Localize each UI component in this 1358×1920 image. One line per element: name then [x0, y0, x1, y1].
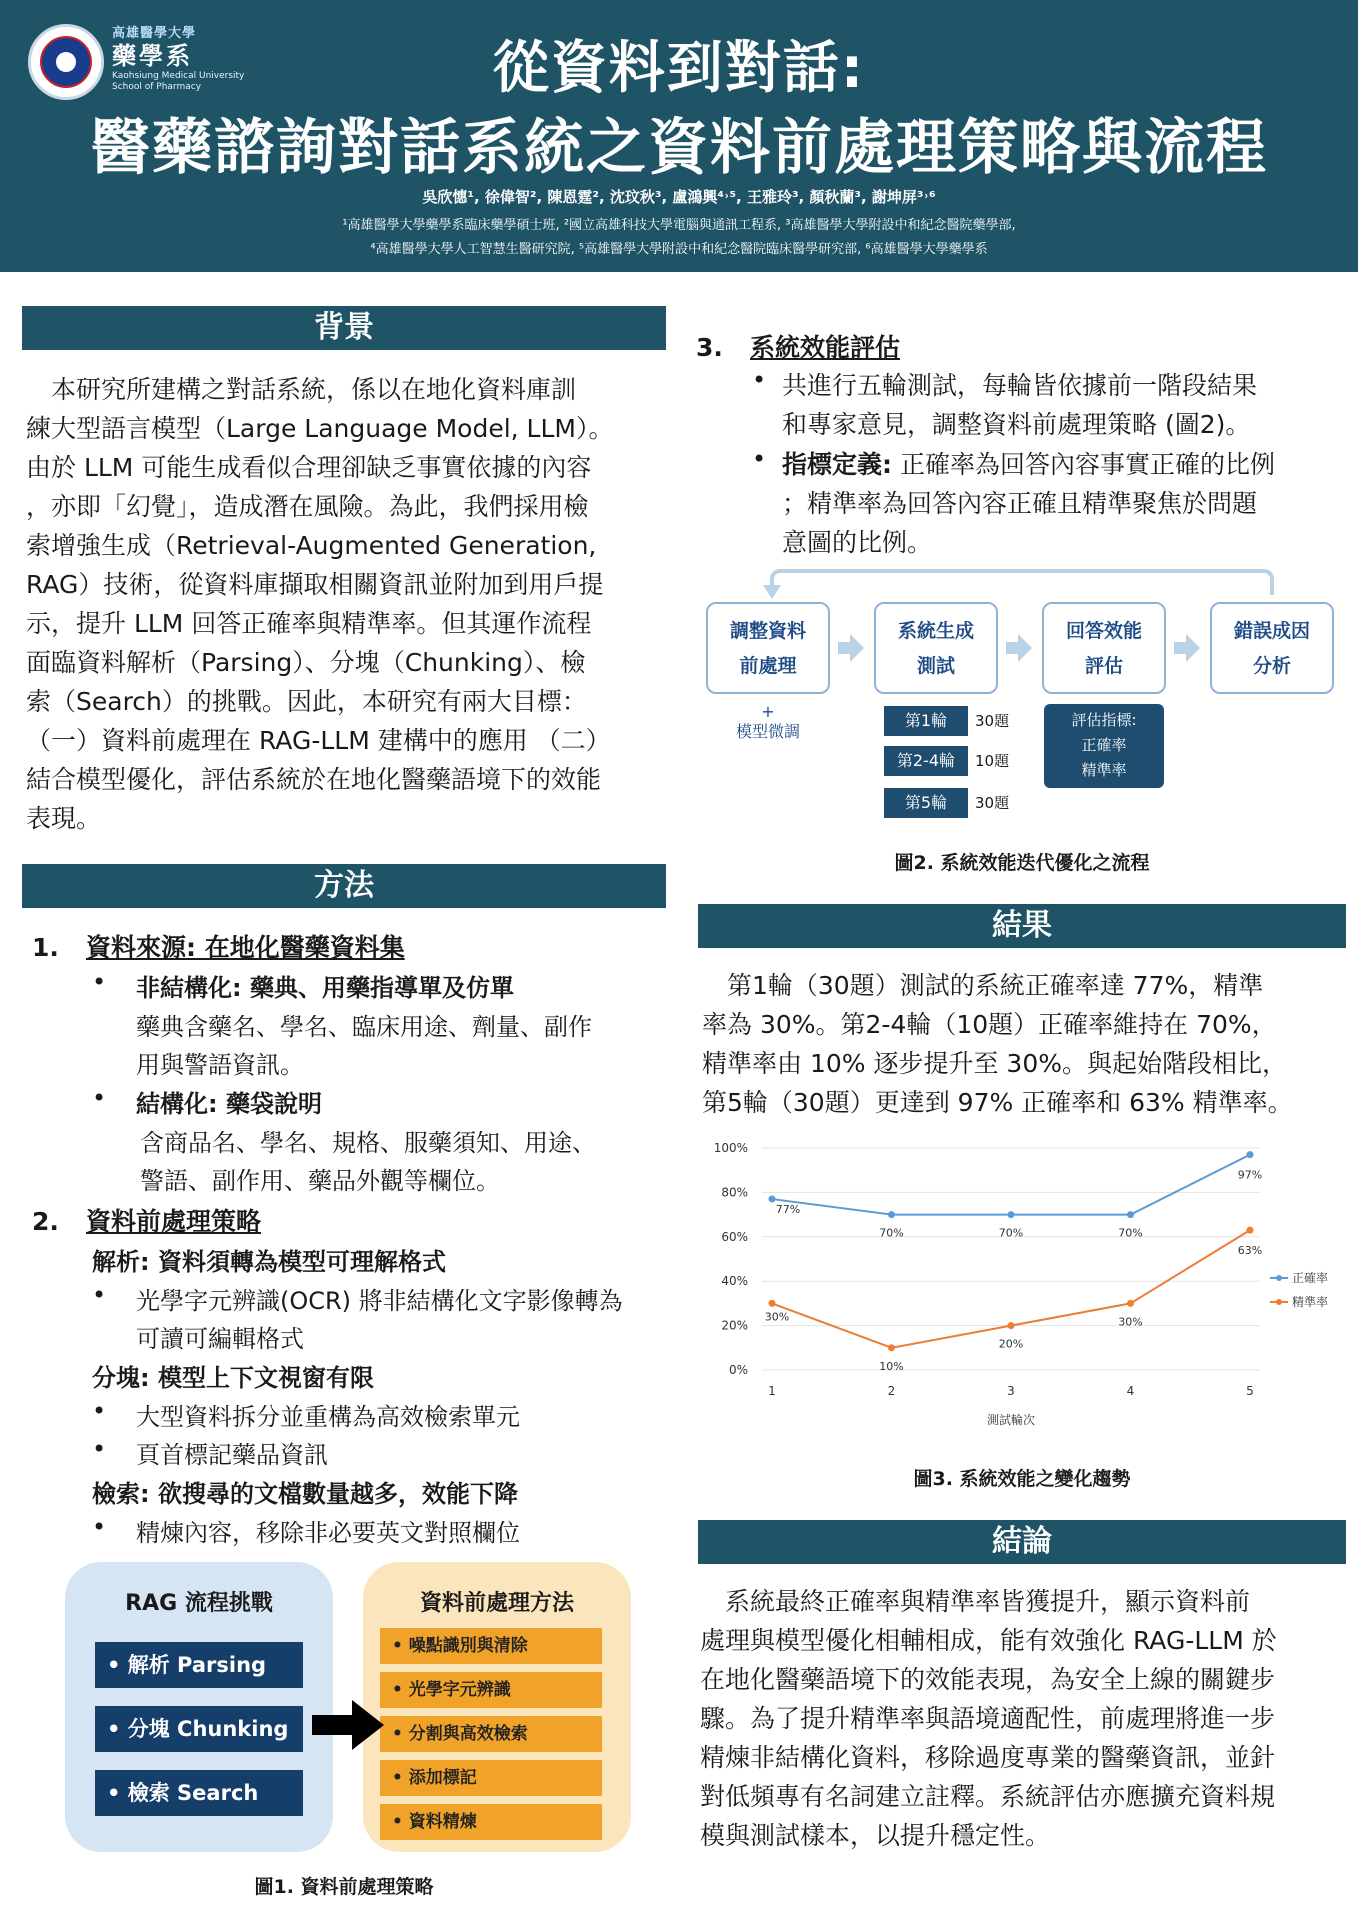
- methods-heading: 方法: [22, 864, 666, 908]
- data-point: [1008, 1211, 1015, 1218]
- step-error-analysis: [1210, 602, 1334, 694]
- metrics-box: [1044, 704, 1164, 788]
- bullet-dot: •: [92, 1513, 107, 1541]
- results-line: 精準率由 10% 逐步提升至 30%。與起始階段相比，: [702, 1049, 1287, 1078]
- legend-label: 正確率: [1292, 1271, 1329, 1285]
- structured-text-2: 警語、副作用、藥品外觀等欄位。: [140, 1167, 500, 1195]
- y-tick-label: 40%: [721, 1274, 748, 1289]
- data-point: [1127, 1211, 1134, 1218]
- round-badge: 第1輪: [884, 706, 968, 736]
- affiliations-line2: ⁴高雄醫學大學人工智慧生醫研究院, ⁵高雄醫學大學附設中和紀念醫院臨床醫學研究部, ⁶高雄醫學大學藥學系: [370, 242, 988, 257]
- background-line: （一）資料前處理在 RAG-LLM 建構中的應用 （二）: [26, 726, 611, 755]
- logo-department-name: 藥學系: [112, 42, 193, 70]
- data-label: 63%: [1237, 1244, 1263, 1258]
- data-label: 30%: [764, 1310, 790, 1324]
- method-item-1-heading: [32, 928, 405, 964]
- method-chunk-retrieval-label: 分割與高效檢索: [408, 1724, 528, 1744]
- feedback-loop-arrow-icon: [763, 585, 781, 599]
- logo-english-1: Kaohsiung Medical University: [112, 71, 245, 81]
- evaluation-bullet-2-cont: ；精準率為回答內容正確且精準聚焦於問題: [782, 489, 1258, 518]
- background-line: 面臨資料解析（Parsing）、分塊（Chunking）、檢: [26, 648, 586, 677]
- logo-english-2: School of Pharmacy: [112, 82, 202, 92]
- conclusion-line: 對低頻專有名詞建立註釋。系統評估亦應擴充資料規: [700, 1782, 1276, 1811]
- data-label: 10%: [879, 1359, 904, 1373]
- parsing-title: 解析: 資料須轉為模型可理解格式: [92, 1248, 446, 1276]
- parsing-bullet-1: 光學字元辨識(OCR) 將非結構化文字影像轉為: [136, 1287, 623, 1315]
- y-tick-label: 80%: [721, 1185, 748, 1200]
- right-arrow-icon: [312, 1700, 384, 1750]
- method-noise-removal: • 噪點識別與清除: [380, 1628, 602, 1664]
- method-item-1-title: 資料來源: 在地化醫藥資料集: [86, 933, 405, 962]
- evaluation-heading: [696, 328, 900, 364]
- bullet-dot: •: [92, 1435, 107, 1463]
- background-line: 索增強生成（Retrieval-Augmented Generation,: [26, 531, 597, 560]
- figure3-caption: 圖3. 系統效能之變化趨勢: [913, 1468, 1131, 1490]
- challenge-chunking: • 分塊 Chunking: [95, 1706, 303, 1752]
- evaluation-title: 系統效能評估: [750, 333, 901, 362]
- metric-accuracy: 正確率: [1081, 736, 1127, 754]
- evaluation-bullet-2-cont2: 意圖的比例。: [782, 528, 933, 557]
- chunking-title: 分塊: 模型上下文視窗有限: [92, 1364, 374, 1392]
- background-line: 索（Search）的挑戰。因此，本研究有兩大目標：: [26, 687, 587, 716]
- step-adjust-preprocessing: [706, 602, 830, 694]
- results-line: 第1輪（30題）測試的系統正確率達 77%，精準: [702, 971, 1264, 1000]
- results-line: 率為 30%。第2-4輪（10題）正確率維持在 70%，: [702, 1010, 1277, 1039]
- challenge-parsing-label: 解析 Parsing: [127, 1653, 267, 1677]
- bullet-dot: •: [92, 968, 107, 996]
- data-point: [1008, 1322, 1015, 1329]
- bullet-dot: •: [752, 445, 767, 473]
- round-badge: 第2-4輪: [884, 746, 968, 776]
- parsing-bullet-1-cont: 可讀可編輯格式: [136, 1325, 304, 1353]
- structured-title: 結構化: 藥袋說明: [136, 1090, 322, 1118]
- method-refinement: • 資料精煉: [380, 1804, 602, 1840]
- metric-definition-text: 正確率為回答內容事實正確的比例: [892, 450, 1275, 479]
- flow-arrow-icon: [1174, 634, 1200, 662]
- data-point: [888, 1211, 895, 1218]
- metric-definition-label: 指標定義:: [782, 450, 892, 479]
- method-item-2-number: 2.: [32, 1207, 59, 1236]
- method-item-2-title: 資料前處理策略: [86, 1207, 262, 1236]
- method-item-1-number: 1.: [32, 933, 59, 962]
- step-system-test: [874, 602, 998, 694]
- rag-challenges-title: RAG 流程挑戰: [125, 1591, 273, 1616]
- conclusion-heading: 結論: [698, 1520, 1346, 1564]
- method-tagging: • 添加標記: [380, 1760, 602, 1796]
- metric-precision: 精準率: [1081, 761, 1127, 779]
- data-point: [769, 1196, 776, 1203]
- step-label-line1: 系統生成: [897, 620, 974, 642]
- background-line: 練大型語言模型（Large Language Model, LLM）。: [26, 414, 614, 443]
- data-point: [1247, 1227, 1254, 1234]
- x-tick-label: 2: [887, 1384, 896, 1398]
- evaluation-number: 3.: [696, 333, 723, 362]
- background-line: 結合模型優化，評估系統於在地化醫藥語境下的效能: [26, 765, 602, 794]
- step-label-line2: 前處理: [739, 655, 797, 677]
- metrics-title: 評估指標:: [1071, 711, 1137, 729]
- legend-marker: [1276, 1275, 1282, 1281]
- feedback-loop-line: [770, 569, 1274, 595]
- step-label-line1: 回答效能: [1065, 620, 1142, 642]
- x-tick-label: 5: [1246, 1384, 1254, 1398]
- series-line-precision: [772, 1230, 1250, 1348]
- data-label: 30%: [1118, 1315, 1143, 1329]
- method-noise-removal-label: 噪點識別與清除: [408, 1636, 528, 1656]
- background-line: 表現。: [26, 804, 102, 833]
- unstructured-text-1: 藥典含藥名、學名、臨床用途、劑量、副作: [136, 1013, 592, 1041]
- data-label: 97%: [1237, 1168, 1263, 1182]
- unstructured-title: 非結構化: 藥典、用藥指導單及仿單: [136, 974, 514, 1002]
- background-line: RAG）技術，從資料庫擷取相關資訊並附加到用戶提: [26, 570, 604, 599]
- affiliations-line1: ¹高雄醫學大學藥學系臨床藥學碩士班, ²國立高雄科技大學電腦與通訊工程系, ³高雄醫學大學附設中和紀念醫院藥學部,: [342, 218, 1016, 233]
- evaluation-bullet-2: [782, 445, 1275, 481]
- step-label-line2: 分析: [1252, 655, 1291, 677]
- preprocessing-methods-title: 資料前處理方法: [419, 1591, 574, 1616]
- x-tick-label: 4: [1126, 1384, 1135, 1398]
- chunking-bullet-2: 頁首標記藥品資訊: [136, 1441, 328, 1469]
- conclusion-line: 系統最終正確率與精準率皆獲提升，顯示資料前: [700, 1587, 1251, 1616]
- author-list: 吳欣憓¹, 徐偉智², 陳恩霆², 沈玟秋³, 盧鴻興⁴˒⁵, 王雅玲³, 顏秋蘭³, 謝坤屏³˒⁶: [422, 188, 936, 206]
- round-count: 10題: [975, 752, 1010, 770]
- y-tick-label: 20%: [721, 1318, 748, 1333]
- background-line: ，亦即「幻覺」，造成潛在風險。為此，我們採用檢: [26, 492, 589, 521]
- method-chunk-retrieval: • 分割與高效檢索: [380, 1716, 602, 1752]
- search-title: 檢索: 欲搜尋的文檔數量越多，效能下降: [92, 1480, 518, 1508]
- step-label-line2: 評估: [1084, 655, 1123, 677]
- data-label: 77%: [775, 1203, 801, 1217]
- bullet-dot: •: [92, 1281, 107, 1309]
- results-paragraph: [702, 966, 1346, 1122]
- data-label: 70%: [998, 1226, 1024, 1240]
- bullet-dot: •: [92, 1084, 107, 1112]
- data-label: 20%: [998, 1337, 1024, 1351]
- figure2-caption: 圖2. 系統效能迭代優化之流程: [894, 852, 1150, 874]
- flow-arrow-icon: [1006, 634, 1032, 662]
- x-tick-label: 3: [1007, 1384, 1015, 1398]
- series-line-accuracy: [772, 1155, 1250, 1215]
- data-point: [1247, 1151, 1254, 1158]
- conclusion-line: 在地化醫藥語境下的效能表現，為安全上線的關鍵步: [700, 1665, 1276, 1694]
- model-finetune-label: 模型微調: [735, 722, 800, 741]
- logo-university-name: 高雄醫學大學: [112, 26, 197, 41]
- conclusion-line: 精煉非結構化資料，移除過度專業的醫藥資訊，並針: [700, 1743, 1276, 1772]
- background-paragraph: [26, 370, 666, 838]
- x-tick-label: 1: [768, 1384, 776, 1398]
- chunking-bullet-1: 大型資料拆分並重構為高效檢索單元: [136, 1403, 520, 1431]
- model-finetune-note: [716, 702, 820, 742]
- method-ocr-label: 光學字元辨識: [408, 1680, 511, 1700]
- step-label-line1: 錯誤成因: [1233, 620, 1310, 642]
- evaluation-bullet-1: 共進行五輪測試，每輪皆依據前一階段結果: [782, 371, 1258, 400]
- step-performance-eval: [1042, 602, 1166, 694]
- background-line: 本研究所建構之對話系統，係以在地化資料庫訓: [26, 375, 577, 404]
- method-ocr: • 光學字元辨識: [380, 1672, 602, 1708]
- bullet-dot: •: [752, 366, 767, 394]
- structured-text-1: 含商品名、學名、規格、服藥須知、用途、: [140, 1129, 596, 1157]
- bullet-dot: •: [92, 1397, 107, 1425]
- method-refinement-label: 資料精煉: [408, 1812, 477, 1832]
- data-point: [1127, 1300, 1134, 1307]
- conclusion-paragraph: [700, 1582, 1346, 1855]
- background-heading: 背景: [22, 306, 666, 350]
- conclusion-line: 驟。為了提升精準率與語境適配性，前處理將進一步: [700, 1704, 1276, 1733]
- conclusion-line: 處理與模型優化相輔相成，能有效強化 RAG-LLM 於: [700, 1626, 1277, 1655]
- data-point: [769, 1300, 776, 1307]
- round-badge: 第5輪: [884, 788, 968, 818]
- challenge-search-label: 檢索 Search: [127, 1781, 259, 1805]
- poster-title-line1: 從資料到對話:: [492, 36, 866, 101]
- legend-label: 精準率: [1292, 1295, 1329, 1309]
- x-axis-label: 測試輪次: [986, 1413, 1036, 1427]
- unstructured-text-2: 用與警語資訊。: [136, 1051, 304, 1079]
- data-point: [888, 1344, 895, 1351]
- step-label-line1: 調整資料: [729, 620, 806, 642]
- challenge-parsing: • 解析 Parsing: [95, 1642, 303, 1688]
- background-line: 由於 LLM 可能生成看似合理卻缺乏事實依據的內容: [26, 453, 592, 482]
- flow-arrow-icon: [838, 634, 864, 662]
- figure1-caption: 圖1. 資料前處理策略: [254, 1876, 434, 1898]
- y-tick-label: 100%: [713, 1141, 748, 1155]
- evaluation-bullet-1-cont: 和專家意見，調整資料前處理策略 (圖2)。: [782, 410, 1251, 439]
- data-label: 70%: [879, 1226, 904, 1240]
- data-label: 70%: [1118, 1226, 1143, 1240]
- performance-line-chart: [700, 1130, 1350, 1440]
- challenge-search: • 檢索 Search: [95, 1770, 303, 1816]
- poster-title-line2: 醫藥諮詢對話系統之資料前處理策略與流程: [90, 113, 1268, 183]
- results-heading: 結果: [698, 904, 1346, 948]
- plus-icon: +: [761, 702, 775, 721]
- poster-header: [0, 0, 1358, 272]
- round-count: 30題: [975, 712, 1010, 730]
- search-bullet-1: 精煉內容，移除非必要英文對照欄位: [136, 1519, 520, 1547]
- conclusion-line: 模與測試樣本，以提升穩定性。: [700, 1821, 1051, 1850]
- y-tick-label: 60%: [721, 1229, 748, 1244]
- legend-marker: [1276, 1299, 1282, 1305]
- results-line: 第5輪（30題）更達到 97% 正確率和 63% 精準率。: [702, 1088, 1293, 1117]
- y-tick-label: 0%: [728, 1363, 748, 1377]
- step-label-line2: 測試: [916, 655, 955, 677]
- method-tagging-label: 添加標記: [408, 1768, 477, 1788]
- round-count: 30題: [975, 794, 1010, 812]
- challenge-chunking-label: 分塊 Chunking: [127, 1717, 289, 1741]
- method-item-2-heading: [32, 1202, 261, 1238]
- background-line: 示，提升 LLM 回答正確率與精準率。但其運作流程: [26, 609, 592, 638]
